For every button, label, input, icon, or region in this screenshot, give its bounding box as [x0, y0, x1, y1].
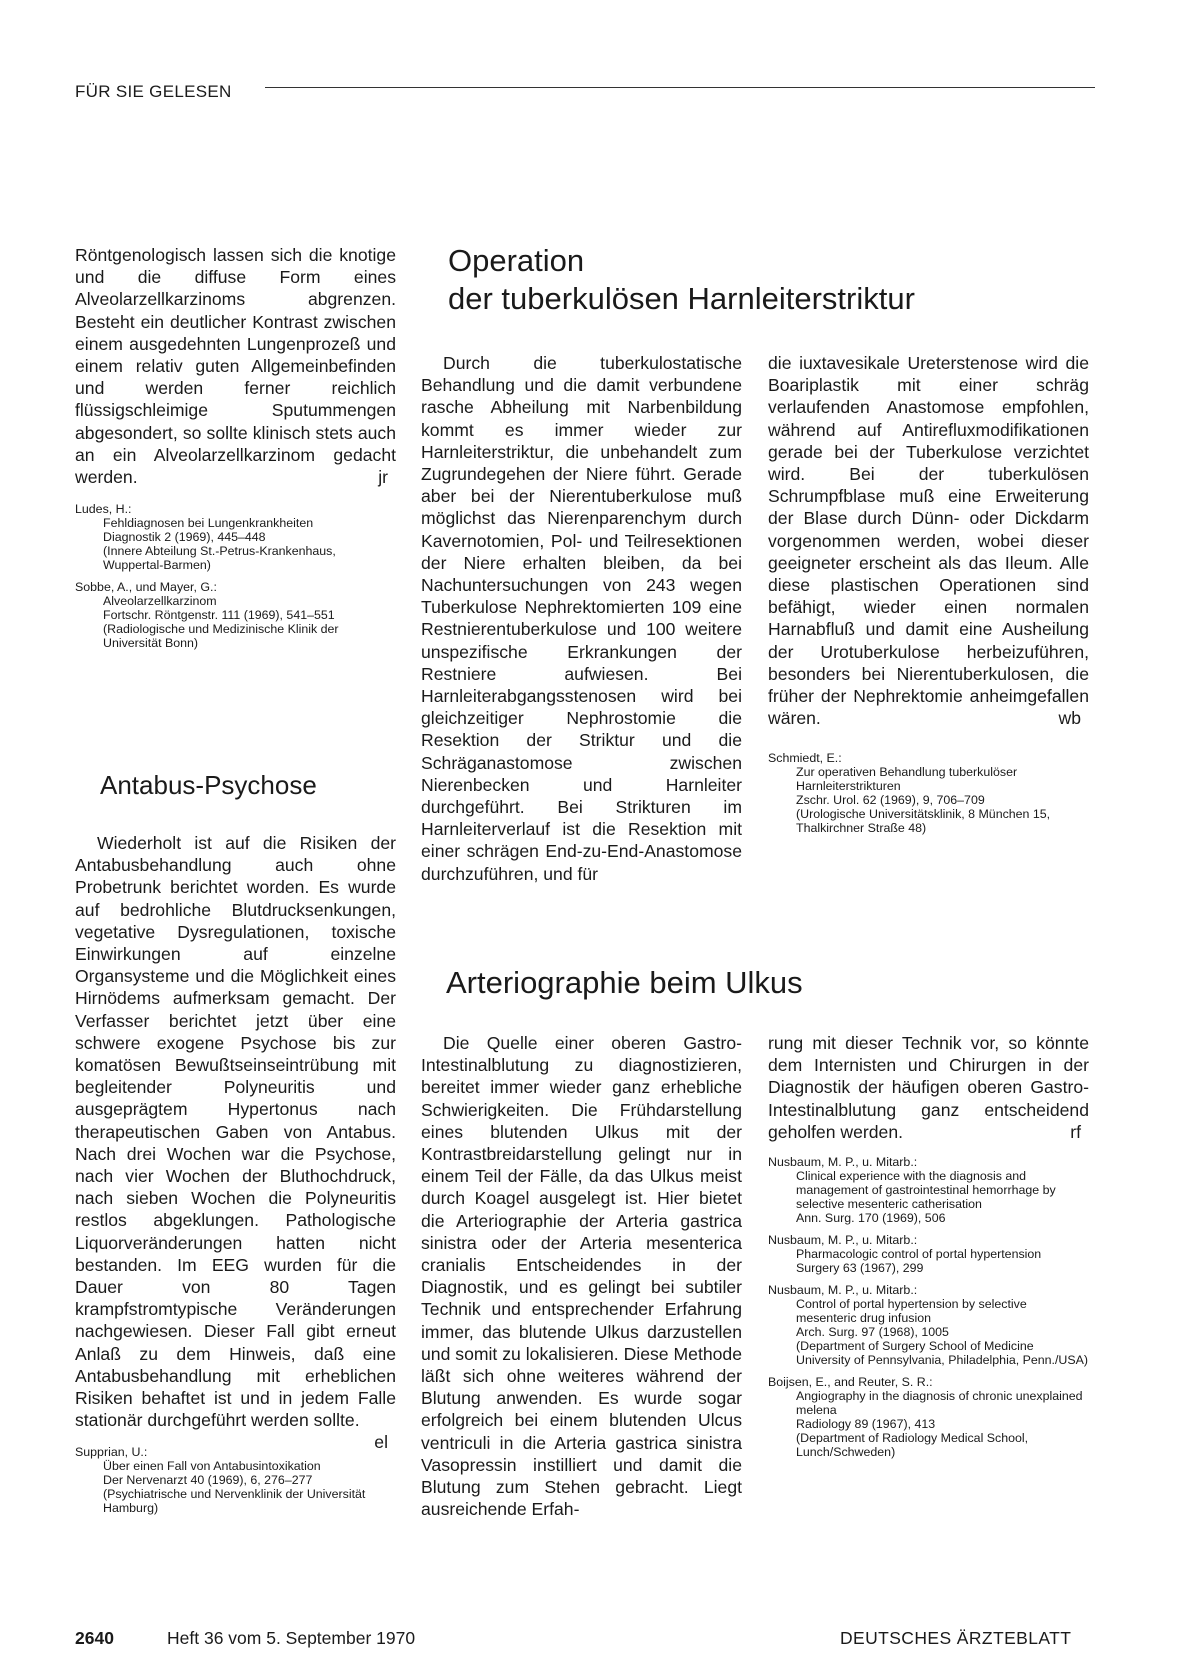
- article-title: Antabus-Psychose: [100, 770, 317, 800]
- ref-author: Ludes, H.:: [75, 502, 132, 517]
- ref-institution: (Department of Surgery School of Medicine University of Pennsylvania, Philadelphia, Penn./USA): [796, 1339, 1089, 1368]
- reference: [768, 1233, 1089, 1275]
- ref-author: Sobbe, A., und Mayer, G.:: [75, 580, 217, 595]
- journal-name: DEUTSCHES ÄRZTEBLATT: [840, 1628, 1072, 1648]
- operation-column-1: [421, 352, 742, 885]
- reference: [75, 502, 396, 572]
- ref-title: Pharmacologic control of portal hypertension: [796, 1247, 1042, 1262]
- antabus-article: [75, 832, 396, 1523]
- reference: [768, 1375, 1089, 1459]
- ref-institution: (Psychiatrische und Nervenklinik der Universität Hamburg): [103, 1487, 366, 1516]
- article-text: Wiederholt ist auf die Risiken der Antabusbehandlung auch ohne Probetrunk berichtet worden. Es wurde auf bedrohliche Blutdrucksenkungen, vegetative Dysregulationen, toxische Einwirkungen auf einzelne Organsysteme und die Möglichkeit eines Hirnödems aufmerksam gemacht. Der Verfasser berichtet jetzt über eine schwere exogene Psychose bis zur komatösen Bewußtseinseintrübung mit begleitender Polyneuritis und ausgeprägtem Hypertonus nach therapeutischen Gaben von Antabus. Nach drei Wochen war die Psychose, nach vier Wochen der Bluthochdruck, nach sieben Wochen die Polyneuritis restlos abgeklungen. Pathologische Liquorveränderungen hatten nicht bestanden. Im EEG wurden für die Dauer von 80 Tagen krampfstromtypische Veränderungen nachgewiesen. Dieser Fall gibt erneut Anlaß zu dem Hinweis, daß eine Antabusbehandlung mit erheblichen Risiken behaftet ist und in jedem Falle stationär durchgeführt werden sollte.: [75, 833, 396, 1431]
- ref-title: Über einen Fall von Antabusintoxikation: [103, 1459, 321, 1474]
- ref-institution: (Department of Radiology Medical School, Lunch/Schweden): [796, 1431, 1029, 1460]
- ref-institution: (Radiologische und Medizinische Klinik der Universität Bonn): [103, 622, 339, 651]
- ref-source: Der Nervenarzt 40 (1969), 6, 276–277: [103, 1473, 313, 1488]
- article-text: die iuxtavesikale Ureterstenose wird die Boariplastik mit einer schräg verlaufenden Anastomose empfohlen, während auf Antirefluxmodifikationen gerade bei der Tuberkulose verzichtet wird. Bei der tuberkulösen Schrumpfblase muß eine Erweiterung der Blase durch Dünn- oder Dickdarm vorgenommen werden, wobei dieser geeigneter erscheint als das Ileum. Alle diese plastischen Operationen sind befähigt, wieder einen normalen Harnabfluß und damit eine Ausheilung der Urotuberkulose herbeizuführen, besonders bei Nierentuberkulosen, die früher der Nephrektomie anheimgefallen wären.: [768, 353, 1089, 729]
- article-title: [448, 242, 915, 318]
- arterio-column-1: [421, 1032, 742, 1520]
- ref-title: Fehldiagnosen bei Lungenkrankheiten: [103, 516, 314, 531]
- author-initials: el: [374, 1432, 388, 1453]
- ref-source: Ann. Surg. 170 (1969), 506: [796, 1211, 946, 1226]
- ref-title: Clinical experience with the diagnosis and management of gastrointestinal hemorrhage by selective mesenteric catherisation: [796, 1169, 1056, 1212]
- arterio-column-2: [768, 1032, 1089, 1467]
- issue-info: Heft 36 vom 5. September 1970: [167, 1628, 416, 1648]
- ref-author: Nusbaum, M. P., u. Mitarb.:: [768, 1283, 918, 1298]
- article-body: [768, 352, 1089, 729]
- author-initials: rf: [1070, 1121, 1081, 1142]
- header-rule: [265, 87, 1095, 88]
- ref-author: Schmiedt, E.:: [768, 751, 842, 766]
- section-heading: FÜR SIE GELESEN: [75, 82, 232, 101]
- article-text: Röntgenologisch lassen sich die knotige und die diffuse Form eines Alveolarzellkarzinoms abgrenzen. Besteht ein deutlicher Kontrast zwischen einem ausgedehnten Lungenprozeß und einem relativ guten Allgemeinbefinden und werden ferner reichlich flüssigschleimige Sputummengen abgesondert, so sollte klinisch stets auch an ein Alveolarzellkarzinom gedacht werden.: [75, 245, 396, 488]
- article-text: Durch die tuberkulostatische Behandlung und die damit verbundene rasche Abheilung mit Narbenbildung kommt es immer wieder zur Harnleiterstriktur, die unbehandelt zum Zugrundegehen der Niere führt. Gerade aber bei der Nierentuberkulose muß möglichst das Nierenparenchym durch Kavernotomien, Pol- und Teilresektionen der Niere erhalten bleiben, da bei Nachuntersuchungen von 243 wegen Tuberkulose Nephrektomierten 109 eine Restnierentuberkulose und 100 weitere unspezifische Erkrankungen der Restniere aufwiesen. Bei Harnleiterabgangsstenosen wird bei gleichzeitiger Nephrostomie die Resektion der Striktur und die Schräganastomose zwischen Nierenbecken und Harnleiter durchgeführt. Bei Strikturen im Harnleiterverlauf ist die Resektion mit einer schrägen End-zu-End-Anastomose durchzuführen, und für: [421, 353, 742, 884]
- ref-source: Zschr. Urol. 62 (1969), 9, 706–709: [796, 793, 985, 808]
- author-initials: wb: [1058, 708, 1081, 729]
- ref-author: Supprian, U.:: [75, 1445, 148, 1460]
- reference: [75, 1445, 396, 1515]
- ref-institution: (Urologische Universitätsklinik, 8 München 15, Thalkirchner Straße 48): [796, 807, 1051, 836]
- operation-column-2: [768, 352, 1089, 843]
- ref-title: Angiography in the diagnosis of chronic unexplained melena: [796, 1389, 1083, 1418]
- reference: [75, 580, 396, 650]
- article-text: Die Quelle einer oberen Gastro-Intestinalblutung zu diagnostizieren, bereitet immer wieder ganz erhebliche Schwierigkeiten. Die Frühdarstellung eines blutenden Ulkus mit der Kontrastbreidarstellung gelingt nur in einem Teil der Fälle, da das Ulkus meist durch Koagel ausgelegt ist. Hier bietet die Arteriographie der Arteria gastrica sinistra oder der Arteria mesenterica cranialis Entscheidendes in der Diagnostik, und es gelingt bei subtiler Technik und entsprechender Erfahrung immer, das blutende Ulkus darzustellen und somit zu lokalisieren. Diese Methode läßt sich ohne weiteres während der Blutung anwenden. Es wurde sogar erfolgreich bei einem blutenden Ulcus ventriculi in die Arteria gastrica sinistra Vasopressin instilliert und damit die Blutung zum Stehen gebracht. Liegt ausreichende Erfah-: [421, 1033, 742, 1520]
- article-body: [768, 1032, 1089, 1143]
- ref-author: Nusbaum, M. P., u. Mitarb.:: [768, 1233, 918, 1248]
- ref-title: Alveolarzellkarzinom: [103, 594, 217, 609]
- reference: [768, 751, 1089, 835]
- title-line-1: Operation: [448, 243, 585, 278]
- ref-author: Nusbaum, M. P., u. Mitarb.:: [768, 1155, 918, 1170]
- article-title: Arteriographie beim Ulkus: [446, 965, 803, 1000]
- ref-source: Diagnostik 2 (1969), 445–448: [103, 530, 266, 545]
- article-text: rung mit dieser Technik vor, so könnte dem Internisten und Chirurgen in der Diagnostik der häufigen oberen Gastro-Intestinalblutung ganz entscheidend geholfen werden.: [768, 1033, 1089, 1142]
- ref-author: Boijsen, E., and Reuter, S. R.:: [768, 1375, 933, 1390]
- ref-source: Surgery 63 (1967), 299: [796, 1261, 924, 1276]
- title-line-2: der tuberkulösen Harnleiterstriktur: [448, 281, 915, 316]
- page-number-text: 2640: [75, 1628, 114, 1648]
- left-top-article: [75, 244, 396, 658]
- ref-title: Control of portal hypertension by selective mesenteric drug infusion: [796, 1297, 1027, 1326]
- ref-title: Zur operativen Behandlung tuberkulöser Harnleiterstrikturen: [796, 765, 1018, 794]
- author-initials: jr: [378, 467, 388, 488]
- ref-source: Fortschr. Röntgenstr. 111 (1969), 541–551: [103, 608, 335, 623]
- ref-source: Radiology 89 (1967), 413: [796, 1417, 936, 1432]
- reference: [768, 1155, 1089, 1225]
- ref-institution: (Innere Abteilung St.-Petrus-Krankenhaus, Wuppertal-Barmen): [103, 544, 336, 573]
- ref-source: Arch. Surg. 97 (1968), 1005: [796, 1325, 949, 1340]
- article-body: [75, 244, 396, 488]
- page-number: [75, 1628, 114, 1649]
- reference: [768, 1283, 1089, 1367]
